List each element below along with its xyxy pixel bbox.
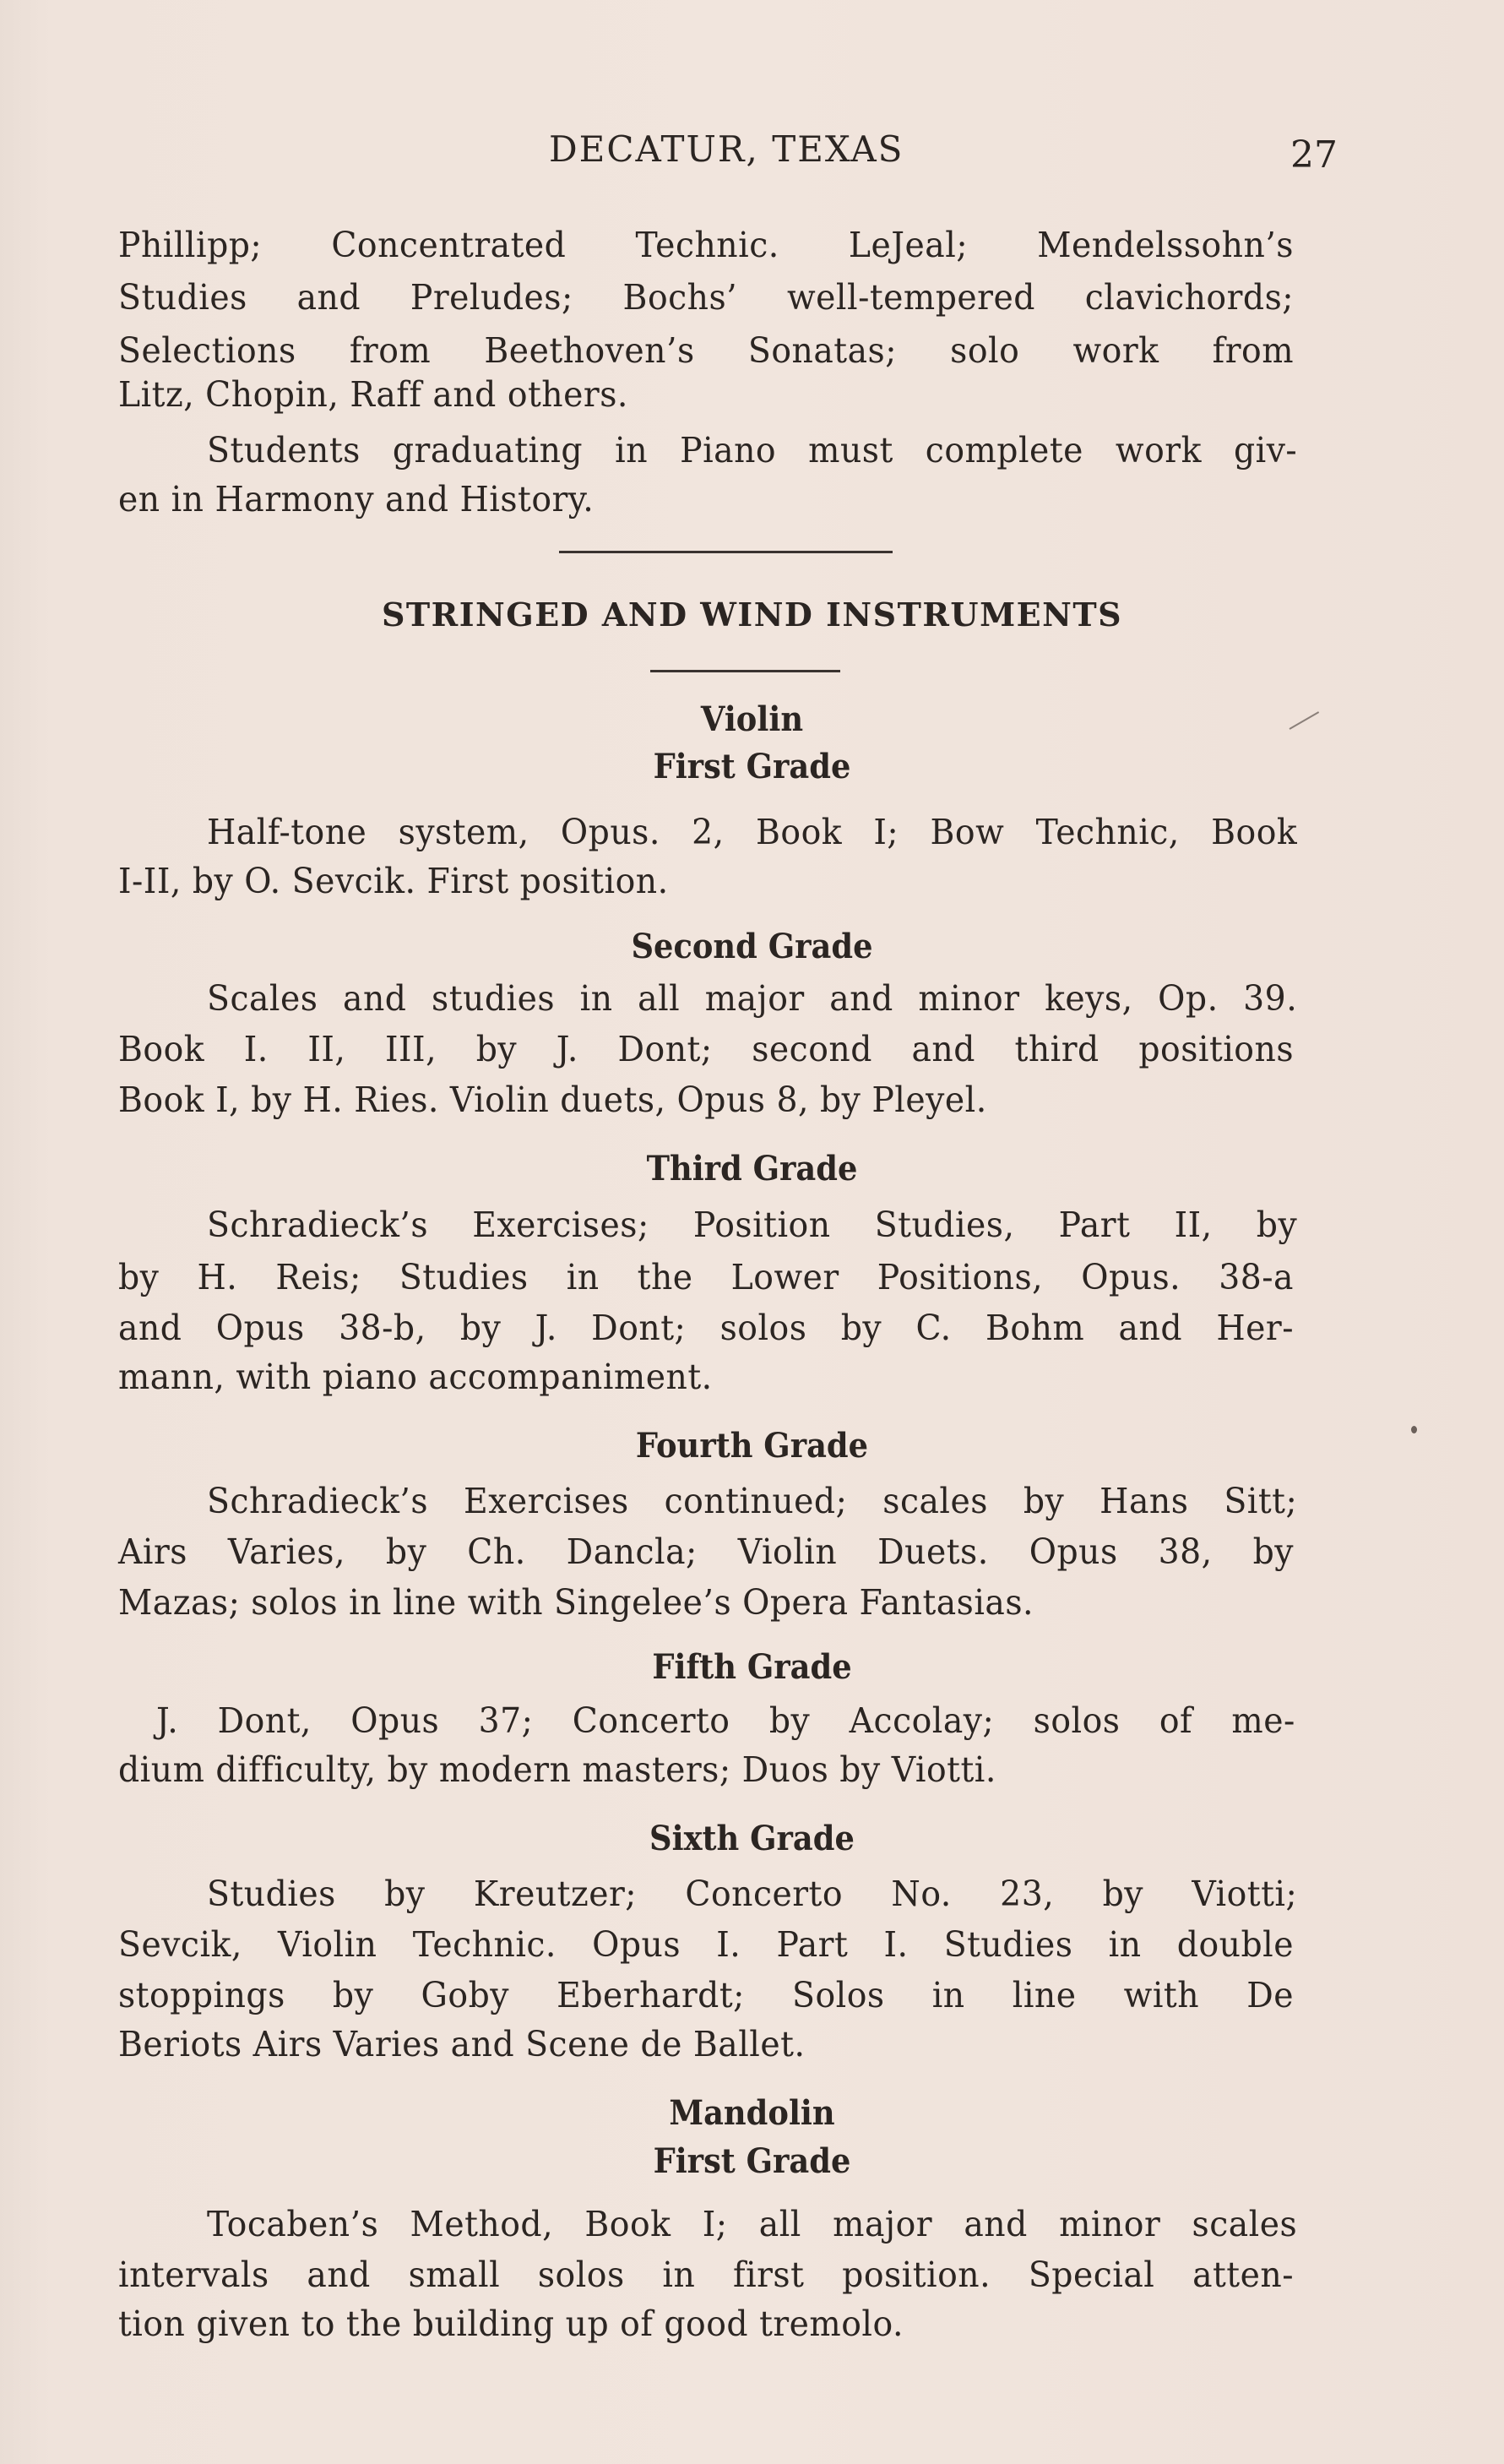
text-line: Mazas; solos in line with Singelee’s Opera Fantasias. [118, 1582, 1034, 1623]
text-line: Book I, by H. Ries. Violin duets, Opus 8, by Pleyel. [118, 1080, 987, 1120]
grade-heading: Fifth Grade [652, 1647, 852, 1687]
text-line: Litz, Chopin, Raff and others. [118, 374, 628, 415]
text-line: Tocaben’s Method, Book I; all major and minor scales [207, 2204, 1298, 2244]
grade-heading: Second Grade [631, 927, 873, 966]
text-line: Half-tone system, Opus. 2, Book I; Bow Technic, Book [207, 812, 1298, 852]
text-line: J. Dont, Opus 37; Concerto by Accolay; solos of me- [156, 1700, 1295, 1741]
text-line: Schradieck’s Exercises; Position Studies, Part II, by [207, 1205, 1298, 1245]
grade-heading: Third Grade [646, 1149, 858, 1188]
text-line: Book I. II, III, by J. Dont; second and third positions [118, 1029, 1294, 1069]
text-line: Beriots Airs Varies and Scene de Ballet. [118, 2024, 806, 2064]
text-line: Schradieck’s Exercises continued; scales by Hans Sitt; [207, 1481, 1298, 1521]
grade-heading: First Grade [653, 747, 851, 786]
section-title: STRINGED AND WIND INSTRUMENTS [381, 596, 1123, 634]
text-line: Selections from Beethoven’s Sonatas; solo work from [118, 330, 1294, 371]
text-line: tion given to the building up of good tremolo. [118, 2304, 904, 2344]
text-line: Phillipp; Concentrated Technic. LeJeal; Mendelssohn’s [118, 225, 1294, 265]
text-line: stoppings by Goby Eberhardt; Solos in line with De [118, 1975, 1294, 2015]
instrument-heading-mandolin: Mandolin [669, 2093, 835, 2133]
text-line: Studies by Kreutzer; Concerto No. 23, by Viotti; [207, 1874, 1298, 1914]
text-line: en in Harmony and History. [118, 479, 595, 519]
page-number: 27 [1290, 133, 1338, 177]
text-line: Scales and studies in all major and minor keys, Op. 39. [207, 978, 1298, 1019]
section-divider [559, 551, 893, 553]
text-line: Students graduating in Piano must complete work giv- [207, 430, 1298, 470]
grade-heading: First Grade [653, 2141, 851, 2181]
grade-heading: Fourth Grade [635, 1426, 869, 1466]
text-line: and Opus 38-b, by J. Dont; solos by C. Bohm and Her- [118, 1308, 1294, 1348]
instrument-heading-violin: Violin [700, 699, 804, 739]
text-line: Sevcik, Violin Technic. Opus I. Part I. Studies in double [118, 1924, 1294, 1965]
text-line: Studies and Preludes; Bochs’ well-tempered clavichords; [118, 277, 1294, 318]
title-underline [650, 670, 840, 672]
text-line: dium difficulty, by modern masters; Duos by Viotti. [118, 1749, 996, 1790]
running-title: DECATUR, TEXAS [549, 128, 904, 170]
text-line: Airs Varies, by Ch. Dancla; Violin Duets. Opus 38, by [118, 1531, 1294, 1572]
text-line: I-II, by O. Sevcik. First position. [118, 861, 669, 901]
text-line: mann, with piano accompaniment. [118, 1357, 713, 1397]
text-line: intervals and small solos in first position. Special atten- [118, 2255, 1294, 2295]
text-line: by H. Reis; Studies in the Lower Positions, Opus. 38-a [118, 1257, 1294, 1297]
grade-heading: Sixth Grade [649, 1819, 855, 1858]
paper-speck [1411, 1426, 1417, 1433]
